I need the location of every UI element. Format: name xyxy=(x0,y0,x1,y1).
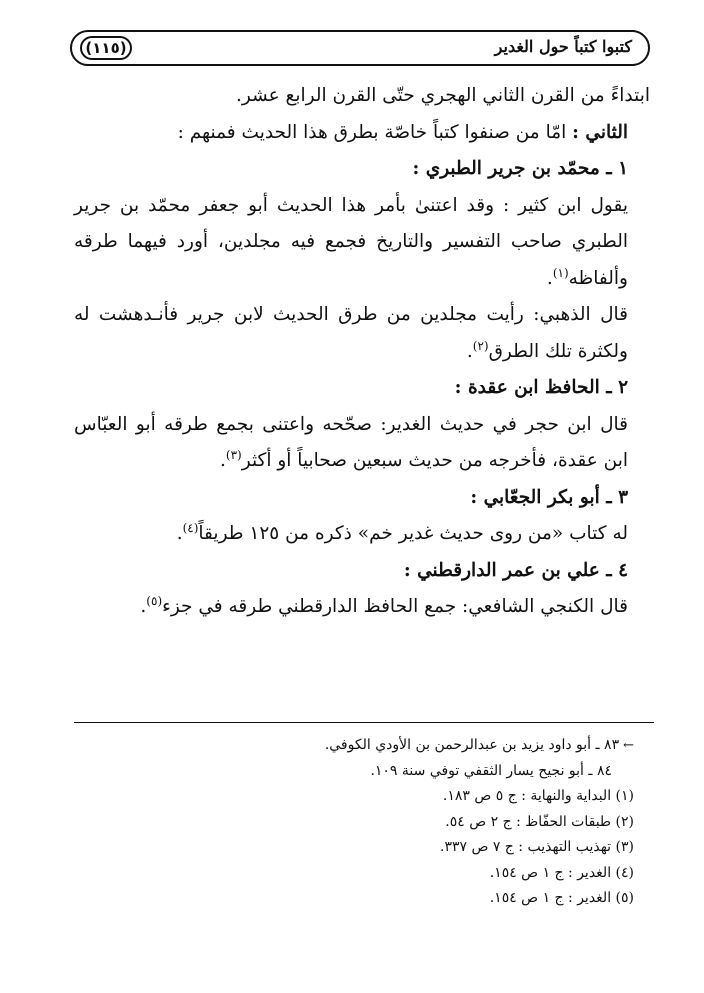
paragraph-ibn-hajar xyxy=(74,407,650,480)
footnote-ref-3: (٣) xyxy=(225,448,242,462)
paragraph-kanji xyxy=(74,589,650,626)
footnote-83-text: ٨٣ ـ أبو داود يزيد بن عبدالرحمن بن الأودي الكوفي. xyxy=(324,737,620,753)
period: . xyxy=(176,523,183,544)
footnote-4: (٤) الغدير : ج ١ ص ١٥٤. xyxy=(489,864,634,881)
footnote-84: ٨٤ ـ أبو نجيح يسار الثقفي توفي سنة ١٠٩. xyxy=(370,762,612,779)
page-number: (١١٥) xyxy=(80,36,132,60)
heading-jiabi: ٣ ـ أبو بكر الجعّابي : xyxy=(470,486,628,508)
second-label: الثاني : xyxy=(572,121,628,143)
paragraph-dhahabi xyxy=(74,297,650,370)
opening-line: ابتداءً من القرن الثاني الهجري حتّى القرن الرابع عشر. xyxy=(235,85,650,106)
heading-daraqutni: ٤ ـ علي بن عمر الدارقطني : xyxy=(403,559,628,581)
paragraph-ibn-hajar-text: قال ابن حجر في حديث الغدير: صحّحه واعتنى بجمع طرقه أبو العبّاس ابن عقدة، فأخرجه من حديث سبعين صحابياً أو أكثر xyxy=(74,413,628,471)
main-text xyxy=(74,78,650,626)
heading-tabari: ١ ـ محمّد بن جرير الطبري : xyxy=(412,158,628,179)
period: . xyxy=(140,596,147,617)
footnote-ref-1: (١) xyxy=(552,265,569,280)
period: . xyxy=(220,450,226,471)
footnote-divider xyxy=(74,722,654,723)
paragraph-second xyxy=(74,115,650,152)
paragraph-opening xyxy=(74,78,650,115)
footnote-2: (٢) طبقات الحفّاظ : ج ٢ ص ٥٤. xyxy=(445,813,634,830)
paragraph-dhahabi-text: قال الذهبي: رأيت مجلدين من طرق الحديث لابن جرير فأنـدهشت له ولكثرة تلك الطرق xyxy=(74,304,628,362)
footnote-83 xyxy=(74,733,634,759)
paragraph-jiabi xyxy=(74,516,650,553)
footnotes xyxy=(74,733,634,912)
footnote-ref-5: (٥) xyxy=(146,594,163,608)
footnote-ref-4: (٤) xyxy=(182,521,199,535)
paragraph-ibn-kathir xyxy=(74,188,650,298)
paragraph-jiabi-text: له كتاب «من روى حديث غدير خم» ذكره من ١٢٥ طريقاً xyxy=(198,523,628,544)
footnote-ref-2: (٢) xyxy=(472,338,489,353)
paragraph-kanji-text: قال الكنجي الشافعي: جمع الحافظ الدارقطني طرقه في جزء xyxy=(162,596,628,617)
paragraph-ibn-kathir-text: يقول ابن كثير : وقد اعتنىٰ بأمر هذا الحديث أبو جعفر محمّد بن جرير الطبري صاحب التفسير والتاريخ فجمع فيه مجلدين، أورد فيهما طرقه وألفاظه xyxy=(74,194,628,289)
second-text: امّا من صنفوا كتباً خاصّة بطرق هذا الحديث فمنهم : xyxy=(177,121,573,143)
heading-ibn-uqda: ٢ ـ الحافظ ابن عقدة : xyxy=(454,377,628,398)
period: . xyxy=(546,267,553,289)
footnote-1: (١) البداية والنهاية : ج ٥ ص ١٨٣. xyxy=(442,788,634,804)
footnote-3: (٣) تهذيب التهذيب : ج ٧ ص ٣٣٧. xyxy=(439,839,634,855)
running-header xyxy=(70,30,650,66)
running-header-title: كتبوا كتباً حول الغدير xyxy=(494,37,632,56)
period: . xyxy=(466,340,473,362)
footnote-5: (٥) الغدير : ج ١ ص ١٥٤. xyxy=(489,890,634,906)
continuation-arrow-icon: ← xyxy=(623,738,634,753)
